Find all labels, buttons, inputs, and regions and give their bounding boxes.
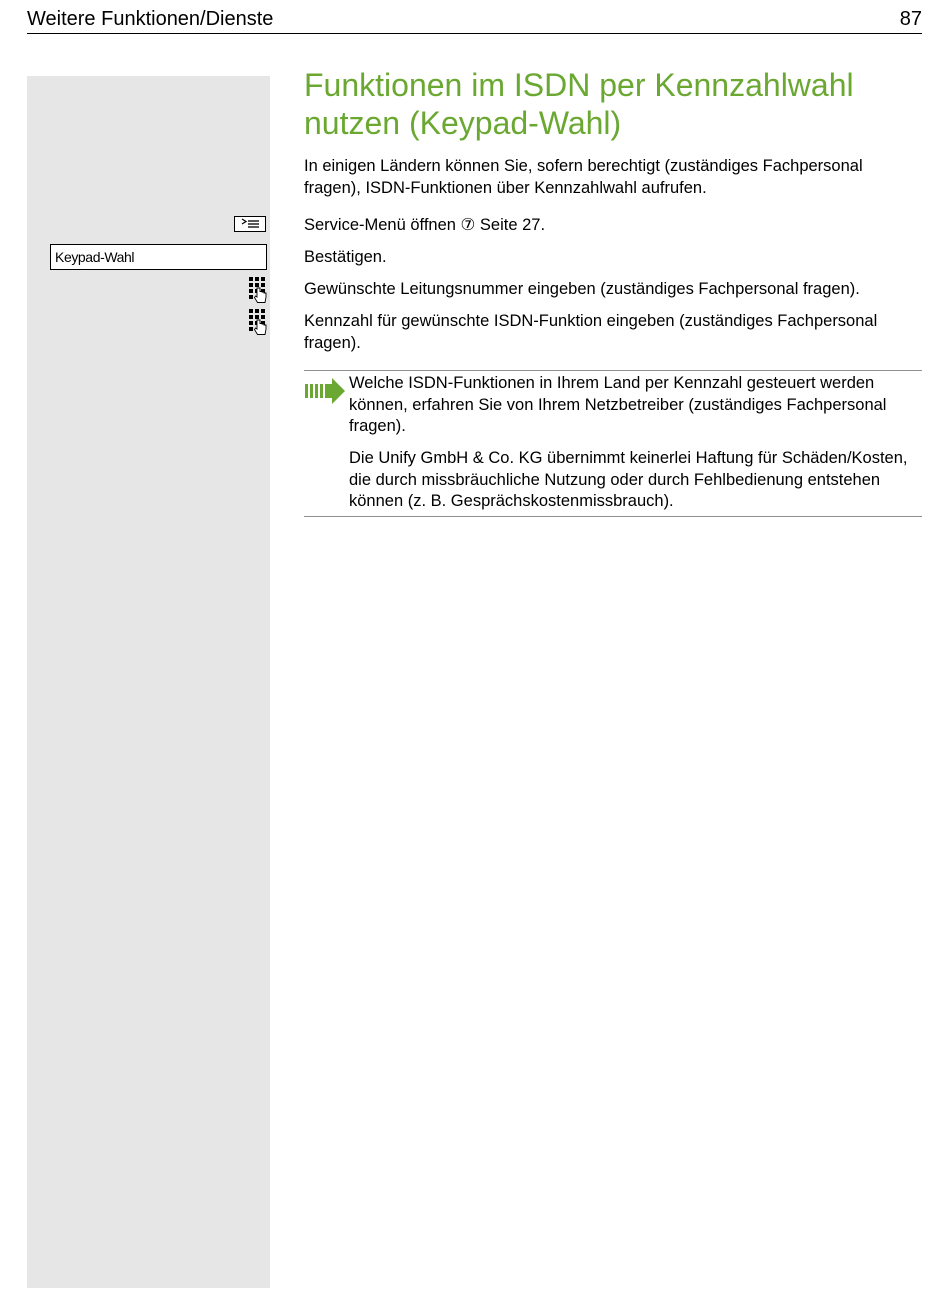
note-paragraph: Die Unify GmbH & Co. KG übernimmt keinerlei Haftung für Schäden/Kosten, die durch missbräuchliche Nutzung oder durch Fehlbedienung entstehen können (z. B. Gesprächskostenmissbrauch). xyxy=(349,449,908,510)
note-divider-top xyxy=(304,370,922,371)
step-enter-function-code: Kennzahl für gewünschte ISDN-Funktion eingeben (zuständiges Fachpersonal fragen). xyxy=(304,312,878,352)
section-title: Weitere Funktionen/Dienste xyxy=(27,8,274,30)
note-paragraph: Welche ISDN-Funktionen in Ihrem Land per Kennzahl gesteuert werden können, erfahren Sie von Ihrem Netzbetreiber (zuständiges Fachpersonal fragen). xyxy=(349,374,887,435)
page-header xyxy=(27,6,922,34)
service-menu-icon xyxy=(234,216,266,232)
keypad-wahl-menu-item[interactable]: Keypad-Wahl xyxy=(50,244,267,270)
note-divider-bottom xyxy=(304,516,922,517)
step-enter-line-number: Gewünschte Leitungsnummer eingeben (zuständiges Fachpersonal fragen). xyxy=(304,280,860,298)
keypad-dial-icon xyxy=(248,276,268,304)
page-number: 87 xyxy=(899,8,922,30)
step-confirm: Bestätigen. xyxy=(304,248,387,266)
step-open-service-menu: Service-Menü öffnen ⑦ Seite 27. xyxy=(304,216,546,234)
intro-text: In einigen Ländern können Sie, sofern berechtigt (zuständiges Fachpersonal fragen), ISDN-Funktionen über Kennzahlwahl aufrufen. xyxy=(304,157,863,197)
keypad-dial-icon xyxy=(248,308,268,336)
page-title: Funktionen im ISDN per Kennzahlwahl nutzen (Keypad-Wahl) xyxy=(304,67,854,141)
note-arrow-icon xyxy=(304,377,346,405)
